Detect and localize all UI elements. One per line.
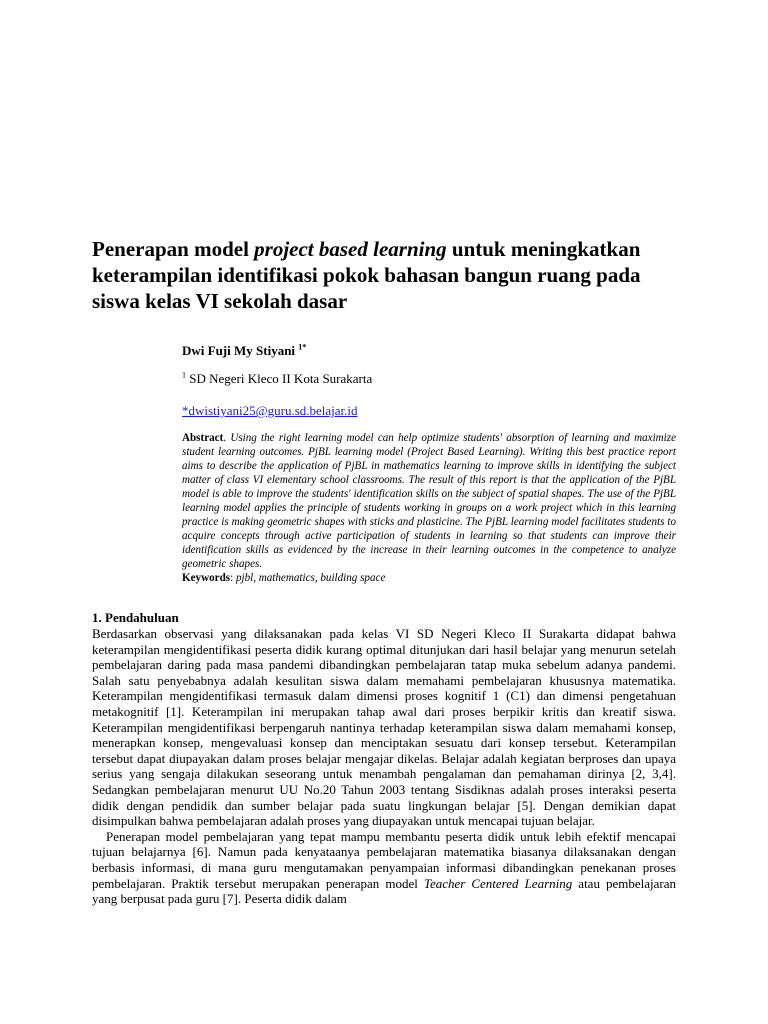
author-line [182, 342, 676, 360]
keywords-separator: : [230, 572, 236, 584]
title-part-3: untuk meningkatkan keterampilan identifikasi pokok bahasan bangun ruang pada siswa kelas VI sekolah dasar [92, 237, 641, 313]
affiliation-superscript: 1 [182, 370, 186, 380]
section-heading: 1. Pendahuluan [92, 610, 179, 625]
keywords-line [182, 571, 676, 585]
paper-title [92, 236, 692, 314]
abstract [182, 431, 676, 571]
abstract-label: Abstract [182, 432, 224, 444]
title-part-2-italic: project based learning [254, 237, 447, 261]
abstract-text: Using the right learning model can help optimize students' absorption of learning and maximize student learning outcomes. PjBL learning model (Project Based Learning). Writing this best practice report aims to describe the application of PjBL in mathematics learning to improve skills in identifying the subject matter of class VI elementary school classrooms. The result of this report is that the application of the PjBL model is able to improve the students' identification skills on the subject of spatial shapes. The use of the PjBL learning model applies the principle of students working in groups on a work project which in this learning practice is making geometric shapes with sticks and plasticine. The PjBL learning model facilitates students to acquire concepts through active participation of students in learning so that students can improve their identification skills as evidenced by the increase in their learning outcomes in the competence to analyze geometric shapes. [182, 432, 677, 570]
keywords-text: pjbl, mathematics, building space [235, 572, 386, 584]
paragraph-1: Berdasarkan observasi yang dilaksanakan pada kelas VI SD Negeri Kleco II Surakarta didapat bahwa keterampilan mengidentifikasi peserta didik kurang optimal ditunjukan dari hasil belajar yang menurun setelah pembelajaran daring pada masa pandemi dibandingkan pembelajaran tatap muka sebelum adanya pandemi. Salah satu penyebabnya adalah kesulitan siswa dalam memahami pembelajaran khususnya matematika. Keterampilan mengidentifikasi termasuk dalam dimensi proses kognitif 1 (C1) dan dimensi pengetahuan metakognitif [1]. Keterampilan ini merupakan tahap awal dari proses berpikir kritis dan kreatif siswa. Keterampilan mengidentifikasi berpengaruh nantinya terhadap keterampilan siswa dalam memahami konsep, menerapkan konsep, mengevaluasi konsep dan menciptakan sesuatu dari konsep tersebut. Keterampilan tersebut dapat diupayakan dalam proses belajar mengajar dikelas. Belajar adalah kegiatan berproses dan upaya serius yang sengaja dilakukan seseorang untuk menambah pengalaman dan pemahaman dirinya [2, 3,4]. Sedangkan pembelajaran menurut UU No.20 Tahun 2003 tentang Sisdiknas adalah proses interaksi peserta didik dengan pendidik dan sumber belajar pada suatu lingkungan belajar [5]. Dengan demikian dapat disimpulkan bahwa pembelajaran adalah proses yang diupayakan untuk mencapai tujuan belajar. [92, 626, 676, 829]
author-superscript: 1* [298, 342, 307, 352]
paragraph-2-italic-term: Teacher Centered Learning [423, 875, 573, 891]
paragraph-2 [92, 829, 676, 907]
author-name: Dwi Fuji My Stiyani [182, 343, 299, 358]
body-text [92, 610, 676, 907]
abstract-separator: . [223, 432, 231, 444]
affiliation-line [182, 370, 676, 388]
affiliation-text: SD Negeri Kleco II Kota Surakarta [186, 371, 373, 386]
email-link[interactable]: *dwistiyani25@guru.sd.belajar.id [182, 403, 358, 418]
keywords-label: Keywords [182, 572, 231, 584]
paragraph-2-part-c: atau pembelajaran yang berpusat pada guru [7]. Peserta didik dalam [92, 875, 677, 907]
front-matter [182, 342, 676, 585]
title-part-1: Penerapan model [92, 237, 255, 261]
paragraph-2-part-a: Penerapan model pembelajaran yang tepat mampu membantu peserta didik untuk lebih efektif mencapai tujuan belajarnya [6]. Namun pada kenyataanya pembelajaran matematika biasanya dilaksanakan dengan berbasis informasi, di mana guru mengutamakan penyampaian informasi dibandingkan penekanan proses pembelajaran. Praktik tersebut merupakan penerapan model [92, 828, 676, 891]
